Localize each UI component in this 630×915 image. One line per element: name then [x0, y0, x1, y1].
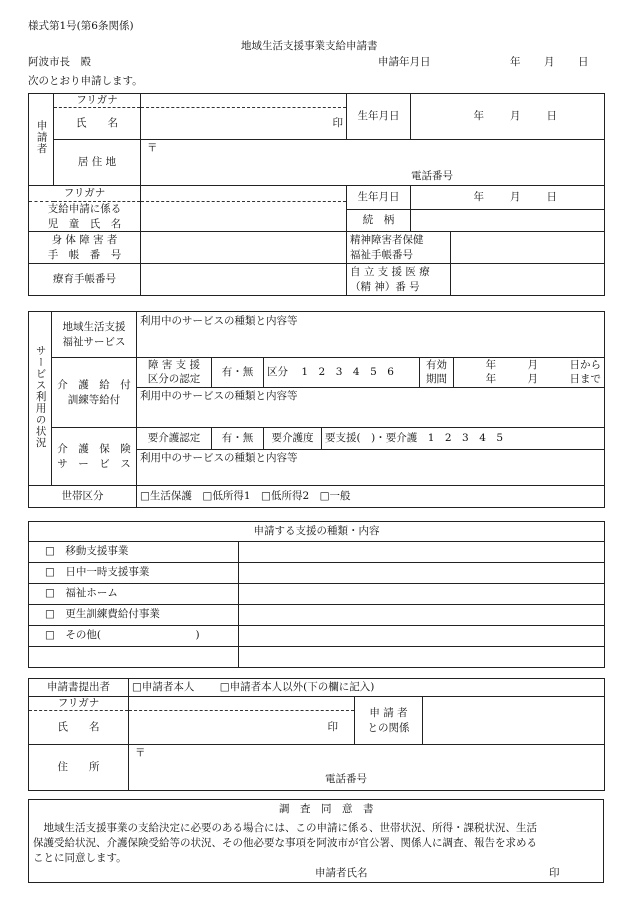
- submitter-address-field[interactable]: [129, 745, 605, 791]
- support-item-daytime[interactable]: □ 日中一時支援事業: [29, 563, 239, 584]
- child-furigana-label: フリガナ: [29, 186, 141, 202]
- submitter-table: [28, 678, 605, 791]
- usage-caption: 利用中のサービスの種類と内容等: [140, 390, 298, 402]
- usage-caption: 利用中のサービスの種類と内容等: [140, 452, 298, 464]
- applicant-birth-label: 生年月日: [347, 94, 411, 140]
- support-item-other[interactable]: □ その他( ): [29, 626, 239, 647]
- household-options[interactable]: □生活保護 □低所得1 □低所得2 □一般: [137, 486, 605, 508]
- submitter-furigana-field[interactable]: [129, 697, 355, 711]
- support-class-field[interactable]: [264, 358, 420, 388]
- birth-day-unit: 日: [546, 110, 557, 122]
- medical-number-field[interactable]: [451, 264, 605, 296]
- household-label: 世帯区分: [29, 486, 137, 508]
- consent-signer-label: 申請者氏名: [315, 867, 368, 879]
- service-table: [28, 311, 605, 508]
- mental-handbook-label: 精神障害者保健 福祉手帳番号: [347, 232, 451, 264]
- submitter-label: 申請書提出者: [29, 679, 129, 697]
- valid-from: 年 月 日から: [485, 359, 602, 372]
- care-benefit-label: 介 護 給 付 訓練等給付: [52, 358, 137, 428]
- class-numbers: 1 2 3 4 5 6: [301, 365, 394, 378]
- postal-mark: 〒: [147, 142, 158, 155]
- local-service-usage-field[interactable]: [137, 312, 605, 358]
- submitter-options[interactable]: [129, 679, 605, 697]
- child-relation-field[interactable]: [411, 210, 605, 232]
- birth-year-unit: 年: [473, 110, 484, 122]
- child-furigana-field[interactable]: [141, 186, 347, 202]
- birth-month-unit: 月: [510, 110, 521, 122]
- consent-box: [28, 799, 604, 883]
- local-service-label: 地域生活支援 福祉サービス: [52, 312, 137, 358]
- valid-to: 年 月 日まで: [485, 372, 602, 385]
- applicant-address-label: 居 住 地: [54, 140, 141, 186]
- seal-mark: 印: [332, 117, 343, 130]
- applicant-name-label: 氏 名: [54, 108, 141, 140]
- phone-label: 電話番号: [325, 773, 367, 786]
- support-item-mobility[interactable]: □ 移動支援事業: [29, 542, 239, 563]
- relation-field[interactable]: [423, 697, 605, 745]
- postal-mark: 〒: [135, 747, 146, 760]
- consent-seal: 印: [549, 867, 560, 879]
- support-detail-field[interactable]: [239, 563, 605, 584]
- support-detail-field[interactable]: [239, 626, 605, 647]
- addressee: 阿波市長 殿: [28, 56, 91, 68]
- support-class-cert-label: 障 害 支 援 区分の認定: [137, 358, 212, 388]
- consent-title: 調 査 同 意 書: [279, 803, 374, 815]
- child-birth-field[interactable]: [411, 186, 605, 210]
- form-title: 地域生活支援事業支給申請書: [241, 40, 378, 52]
- submitter-address-label: 住 所: [29, 745, 129, 791]
- child-birth-year-unit: 年: [473, 191, 484, 204]
- support-header: 申請する支援の種類・内容: [29, 522, 605, 542]
- applicant-birth-field[interactable]: [411, 94, 605, 140]
- phone-label: 電話番号: [411, 170, 453, 183]
- child-name-field[interactable]: [141, 202, 347, 232]
- consent-body: 地域生活支援事業の支給決定に必要のある場合には、この申請に係る、世帯状況、所得・課税状況、生活 保護受給状況、介護保険受給等の状況、その他必要な事項を阿波市が官公署、関係人に調査、報告を求める ことに同意します。: [33, 822, 537, 864]
- submitter-furigana-label: フリガナ: [29, 697, 129, 711]
- care-cert-label: 要介護認定: [137, 428, 212, 450]
- care-level-label: 要介護度: [264, 428, 322, 450]
- applicant-address-field[interactable]: [141, 140, 605, 186]
- physical-handbook-field[interactable]: [141, 232, 347, 264]
- support-item-blank[interactable]: [29, 647, 239, 668]
- submitter-name-label: 氏 名: [29, 711, 129, 745]
- support-detail-field[interactable]: [239, 584, 605, 605]
- support-item-welfare-home[interactable]: □ 福祉ホーム: [29, 584, 239, 605]
- care-level-options[interactable]: 要支援( )・要介護 1 2 3 4 5: [322, 428, 605, 450]
- validity-label: 有効 期間: [420, 358, 454, 388]
- child-birth-day-unit: 日: [546, 191, 557, 204]
- applicant-section-label: 申請者: [29, 94, 54, 186]
- support-detail-field[interactable]: [239, 605, 605, 626]
- rehab-handbook-label: 療育手帳番号: [29, 264, 141, 296]
- application-date-year: 年: [510, 56, 521, 68]
- application-date-month: 月: [544, 56, 555, 68]
- class-label: 区分: [267, 365, 288, 378]
- submitter-self-checkbox[interactable]: □申請者本人: [132, 680, 195, 693]
- care-usage-field[interactable]: [137, 388, 605, 428]
- care-insurance-label: 介 護 保 険 サ ー ビ ス: [52, 428, 137, 486]
- rehab-handbook-field[interactable]: [141, 264, 347, 296]
- support-detail-field[interactable]: [239, 647, 605, 668]
- intro-text: 次のとおり申請します。: [28, 75, 143, 87]
- validity-field[interactable]: [454, 358, 605, 388]
- submitter-name-field[interactable]: [129, 711, 355, 745]
- support-item-rehab-training[interactable]: □ 更生訓練費給付事業: [29, 605, 239, 626]
- support-class-yes-no[interactable]: 有・無: [212, 358, 264, 388]
- service-section-label: サービス利用の状況: [29, 312, 52, 486]
- medical-number-label: 自 立 支 援 医 療 （精 神）番 号: [347, 264, 451, 296]
- relation-label: 申 請 者 との関係: [355, 697, 423, 745]
- application-date-label: 申請年月日: [378, 56, 431, 68]
- submitter-other-checkbox[interactable]: □申請者本人以外(下の欄に記入): [219, 680, 375, 693]
- child-name-label: 支給申請に係る 児 童 氏 名: [29, 202, 141, 232]
- usage-caption: 利用中のサービスの種類と内容等: [140, 315, 298, 327]
- form-number: 様式第1号(第6条関係): [28, 20, 134, 32]
- mental-handbook-field[interactable]: [451, 232, 605, 264]
- applicant-furigana-label: フリガナ: [54, 94, 141, 108]
- care-cert-yes-no[interactable]: 有・無: [212, 428, 264, 450]
- applicant-name-field[interactable]: [141, 108, 347, 140]
- physical-handbook-label: 身 体 障 害 者 手 帳 番 号: [29, 232, 141, 264]
- support-request-table: [28, 521, 605, 668]
- applicant-table: [28, 93, 605, 296]
- child-relation-label: 続 柄: [347, 210, 411, 232]
- applicant-furigana-field[interactable]: [141, 94, 347, 108]
- insurance-usage-field[interactable]: [137, 450, 605, 486]
- child-birth-label: 生年月日: [347, 186, 411, 210]
- application-date-day: 日: [578, 56, 589, 68]
- child-birth-month-unit: 月: [510, 191, 521, 204]
- support-detail-field[interactable]: [239, 542, 605, 563]
- seal-mark: 印: [327, 721, 338, 734]
